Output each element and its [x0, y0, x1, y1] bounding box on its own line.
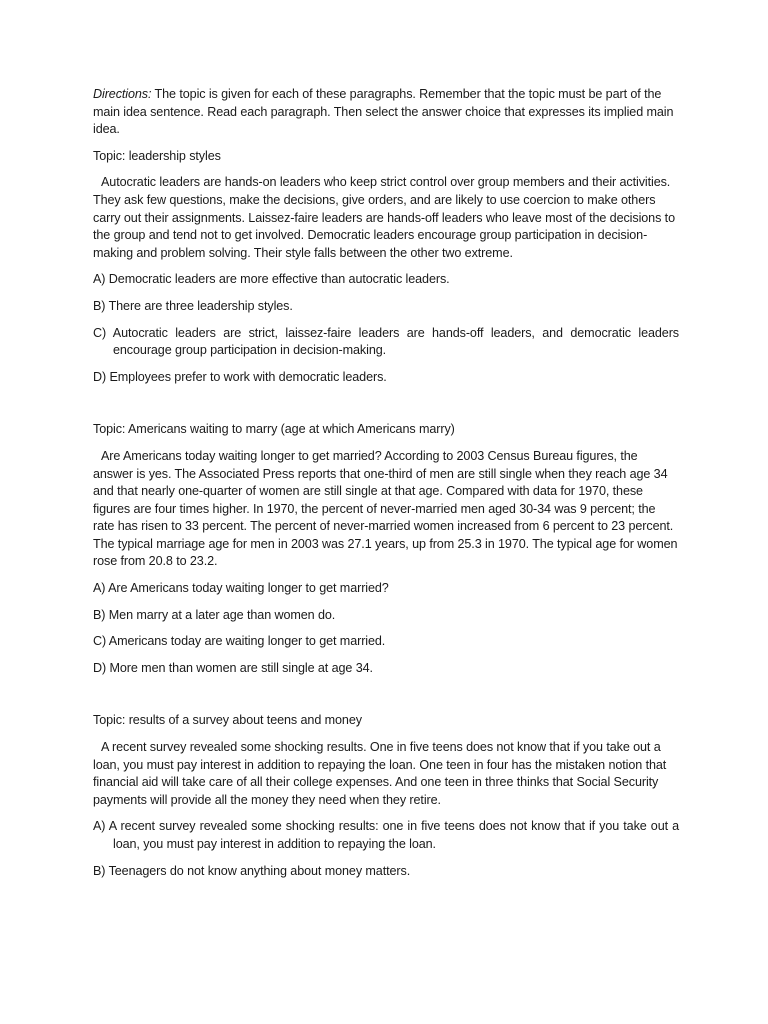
- choice-1d: D) Employees prefer to work with democratic leaders.: [93, 369, 387, 384]
- choice-3b: B) Teenagers do not know anything about money matters.: [93, 863, 411, 878]
- paragraph-3: [93, 739, 679, 809]
- choice-2b: B) Men marry at a later age than women do.: [93, 607, 336, 622]
- choice-1a: A) Democratic leaders are more effective than autocratic leaders.: [93, 272, 450, 287]
- choice-2d: D) More men than women are still single at age 34.: [93, 660, 373, 675]
- choice-2c: C) Americans today are waiting longer to get married.: [93, 634, 386, 649]
- choice-1c: C) Autocratic leaders are strict, laissez-faire leaders are hands-off leaders, and democratic leaders encourage group participation in decision-making.: [93, 325, 679, 358]
- topic-heading-1: Topic: leadership styles: [93, 148, 221, 163]
- choice-3a: A) A recent survey revealed some shocking results: one in five teens does not know that if you take out a loan, you must pay interest in addition to repaying the loan.: [93, 819, 679, 851]
- paragraph-1: [93, 174, 679, 262]
- directions-text: The topic is given for each of these paragraphs. Remember that the topic must be part of the main idea sentence. Read each paragraph. Then select the answer choice that expresses its implied main idea.: [93, 87, 674, 137]
- directions: [93, 86, 679, 139]
- topic-heading-2: Topic: Americans waiting to marry (age at which Americans marry): [93, 422, 455, 437]
- paragraph-text-2: Are Americans today waiting longer to get married? According to 2003 Census Bureau figures, the answer is yes. The Associated Press reports that one-third of men are still single when they reach age 34 and that nearly one-quarter of women are still single at that age. Compared with data for 1970, these figures are four times higher. In 1970, the percent of never-married men aged 30-34 was 9 percent; the rate has risen to 33 percent. The percent of never-married women increased from 6 percent to 23 percent. The typical marriage age for men in 2003 was 27.1 years, up from 25.3 in 1970. The typical age for women rose from 20.8 to 23.2.: [93, 448, 678, 569]
- section-spacer-2: [93, 677, 679, 703]
- choice-2a: A) Are Americans today waiting longer to get married?: [93, 581, 389, 596]
- worksheet-page: [93, 86, 679, 880]
- paragraph-text-3: A recent survey revealed some shocking results. One in five teens does not know that if you take out a loan, you must pay interest in addition to repaying the loan. One teen in four has the mistaken notion that financial aid will take care of all their college expenses. And one teen in three thinks that Social Security payments will provide all the money they need when they retire.: [93, 740, 667, 807]
- directions-label: Directions:: [93, 87, 152, 101]
- choice-1b: B) There are three leadership styles.: [93, 298, 293, 313]
- section-spacer-1: [93, 386, 679, 412]
- paragraph-text-1: Autocratic leaders are hands-on leaders who keep strict control over group members and their activities. They ask few questions, make the decisions, give orders, and are likely to use coercion to make others carry out their assignments. Laissez-faire leaders are hands-off leaders who leave most of the decisions to the group and tend not to get involved. Democratic leaders encourage group participation in decision-making and problem solving. Their style falls between the other two extreme.: [93, 175, 675, 260]
- topic-heading-3: Topic: results of a survey about teens and money: [93, 713, 362, 728]
- paragraph-2: [93, 448, 679, 571]
